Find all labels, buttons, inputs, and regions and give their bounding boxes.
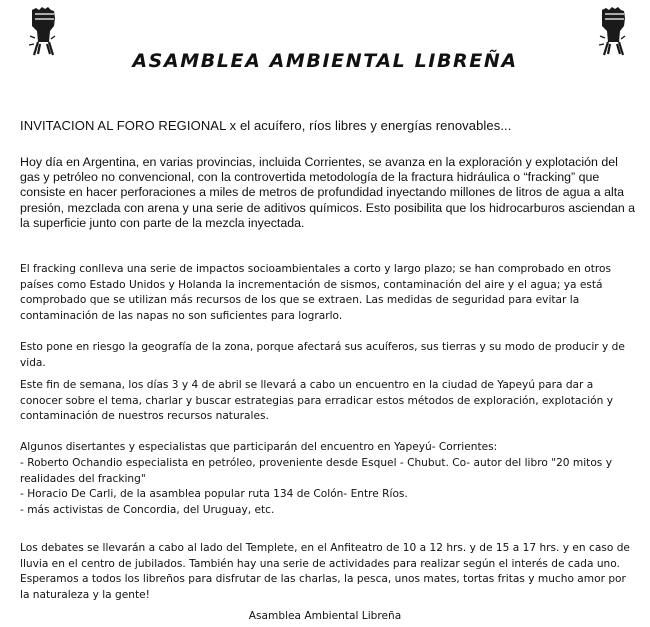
speakers-intro: Algunos disertantes y especialistas que participarán del encuentro en Yapeyú- Corrientes:	[20, 441, 498, 453]
debates-paragraph: Los debates se llevarán a cabo al lado del Templete, en el Anfiteatro de 10 a 12 hrs. y de 15 a 17 hrs. y en caso de lluvia en el centro de jubilados. También hay una serie de actividades para realizar según el interés de cada uno. Esperamos a todos los libreños para disfrutar de las charlas, la pesca, unos mates, tortas fritas y mucho amor por la naturaleza y la gente!	[20, 542, 630, 601]
list-item: - más activistas de Concordia, del Uruguay, etc.	[20, 503, 275, 516]
speakers-list	[20, 456, 636, 518]
list-item: - Horacio De Carli, de la asamblea popular ruta 134 de Colón- Entre Ríos.	[20, 488, 408, 501]
raised-fist-icon	[596, 6, 630, 56]
event-paragraph: Este fin de semana, los días 3 y 4 de abril se llevará a cabo un encuentro en la ciudad de Yapeyú para dar a conocer sobre el tema, charlar y buscar estrategias para erradicar estos métodos de exploración, explotación y contaminación de nuestros recursos naturales.	[20, 379, 613, 423]
list-item: - Roberto Ochandio especialista en petróleo, proveniente desde Esquel - Chubut. Co- autor del libro "20 mitos y realidades del fracking"	[20, 457, 612, 485]
page-title: ASAMBLEA AMBIENTAL LIBREÑA	[132, 50, 518, 72]
invitation-heading: INVITACION AL FORO REGIONAL x el acuífero, ríos libres y energías renovables...	[20, 118, 512, 133]
risk-paragraph: Esto pone en riesgo la geografía de la zona, porque afectará sus acuíferos, sus tierras y su modo de producir y de vida.	[20, 341, 625, 369]
impacts-paragraph: El fracking conlleva una serie de impactos socioambientales a corto y largo plazo; se han comprobado en otros países como Estado Unidos y Holanda la incrementación de sismos, contaminación del aire y el agua; ya está comprobado que se utilizan más recursos de los que se extraen. Las medidas de seguridad para evitar la contaminación de las napas no son suficientes para lograrlo.	[20, 263, 612, 322]
signature: Asamblea Ambiental Libreña	[248, 610, 402, 622]
raised-fist-icon	[26, 6, 60, 56]
intro-paragraph: Hoy día en Argentina, en varias provincias, incluida Corrientes, se avanza en la exploración y explotación del gas y petróleo no convencional, con la controvertida metodología de la fractura hidráulica o “fracking” que consiste en hacer perforaciones a miles de metros de profundidad inyectando millones de litros de agua a alta presión, mezclada con arena y una serie de aditivos químicos. Esto posibilita que los hidrocarburos asciendan a la superficie junto con parte de la mezcla inyectada.	[20, 155, 636, 230]
